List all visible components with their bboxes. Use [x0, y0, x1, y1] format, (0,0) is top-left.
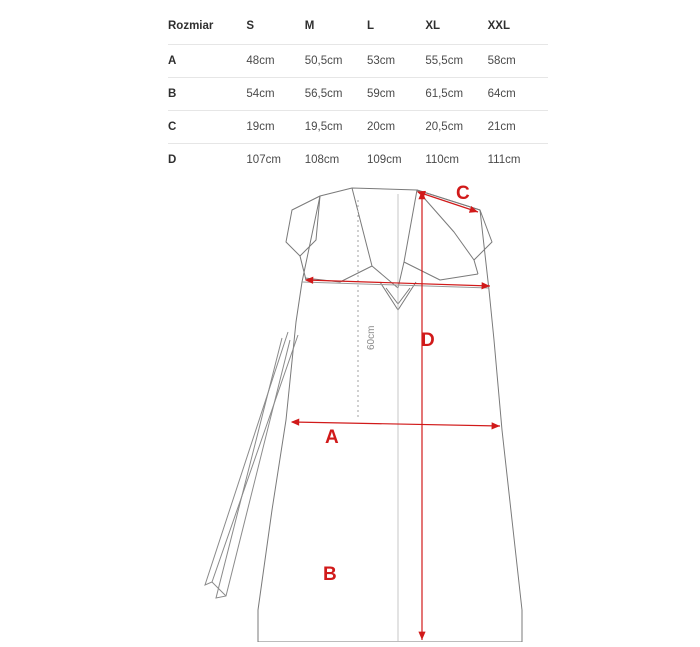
row-label-b: B	[168, 88, 177, 100]
dress-outline	[258, 188, 522, 642]
cell-c-s: 19cm	[246, 121, 275, 133]
measurement-label-a: A	[325, 427, 339, 448]
cell-b-xxl: 64cm	[487, 88, 516, 100]
measurement-line-b	[292, 422, 500, 426]
column-header-xl: XL	[425, 20, 441, 32]
cell-d-s: 107cm	[246, 154, 281, 166]
cell-a-xl: 55,5cm	[425, 55, 464, 67]
table-header-row	[168, 10, 548, 45]
cell-a-xxl: 58cm	[487, 55, 516, 67]
size-table-body	[168, 45, 548, 177]
table-row	[168, 45, 548, 78]
cell-c-m: 19,5cm	[304, 121, 343, 133]
cell-d-xxl: 111cm	[487, 154, 521, 166]
column-header-l: L	[367, 20, 375, 32]
dress-technical-drawing	[0, 170, 700, 642]
cell-b-m: 56,5cm	[304, 88, 343, 100]
measurement-label-d: D	[421, 330, 435, 351]
table-row	[168, 78, 548, 111]
cell-b-l: 59cm	[367, 88, 396, 100]
cell-d-xl: 110cm	[425, 154, 459, 166]
cell-a-m: 50,5cm	[304, 55, 343, 67]
wrap-tie-belt	[205, 332, 298, 598]
cell-c-xl: 20,5cm	[425, 121, 464, 133]
length-label-60cm: 60cm	[366, 325, 377, 350]
cell-d-m: 108cm	[304, 154, 340, 166]
cell-a-s: 48cm	[246, 55, 275, 67]
cell-d-l: 109cm	[367, 154, 402, 166]
cell-b-xl: 61,5cm	[425, 88, 464, 100]
row-label-a: A	[168, 55, 177, 67]
row-label-d: D	[168, 154, 177, 166]
cell-b-s: 54cm	[246, 88, 275, 100]
column-header-m: M	[304, 20, 315, 32]
garment-diagram	[0, 170, 700, 642]
column-header-s: S	[246, 20, 255, 32]
cell-c-xxl: 21cm	[487, 121, 516, 133]
cell-c-l: 20cm	[367, 121, 396, 133]
column-header-xxl: XXL	[487, 20, 510, 32]
measurement-label-c: C	[456, 183, 470, 204]
cell-a-l: 53cm	[367, 55, 396, 67]
row-label-c: C	[168, 121, 177, 133]
table-row	[168, 111, 548, 144]
column-header-rozmiar: Rozmiar	[168, 20, 214, 32]
size-table-head	[168, 10, 548, 45]
size-table	[168, 10, 548, 176]
measurement-label-b: B	[323, 564, 337, 585]
